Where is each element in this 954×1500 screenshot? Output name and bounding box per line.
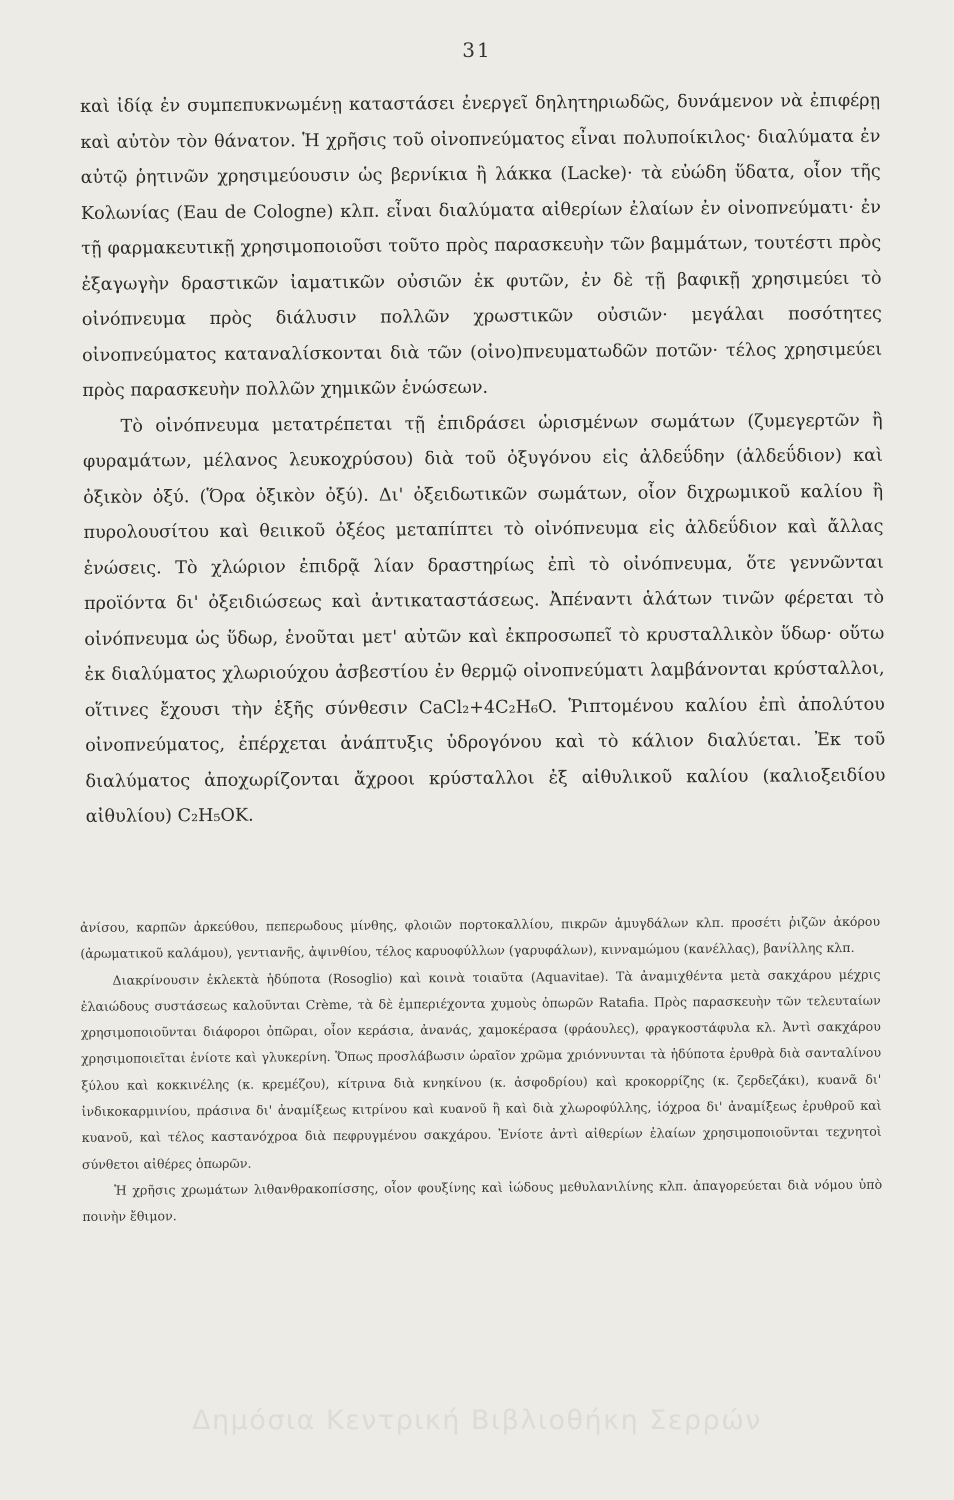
footnotes — [80, 909, 882, 1231]
main-text — [80, 84, 886, 836]
main-paragraph-2: Τὸ οἰνόπνευμα μετατρέπεται τῇ ἐπιδράσει ὡρισμένων σωμάτων (ζυμεγερτῶν ἢ φυραμάτων, μέλανος λευκοχρύσου) διὰ τοῦ ὀξυγόνου εἰς ἀλδεΰδην (ἀλδεΰδιον) καὶ ὀξικὸν ὀξύ. (Ὅρα ὀξικὸν ὀξύ). Δι' ὀξειδωτικῶν σωμάτων, οἷον διχρωμικοῦ καλίου ἢ πυρολουσίτου καὶ θειικοῦ ὀξέος μεταπίπτει τὸ οἰνόπνευμα εἰς ἀλδεΰδιον καὶ ἄλλας ἑνώσεις. Τὸ χλώριον ἐπιδρᾷ λίαν δραστηρίως ἐπὶ τὸ οἰνόπνευμα, ὅτε γεννῶνται προϊόντα δι' ὀξειδιώσεως καὶ ἀντικαταστάσεως. Ἀπέναντι ἁλάτων τινῶν φέρεται τὸ οἰνόπνευμα ὡς ὕδωρ, ἑνοῦται μετ' αὐτῶν καὶ ἐκπροσωπεῖ τὸ κρυσταλλικὸν ὕδωρ· οὕτω ἐκ διαλύματος χλωριούχου ἀσβεστίου ἐν θερμῷ οἰνοπνεύματι λαμβάνονται κρύσταλλοι, οἵτινες ἔχουσι τὴν ἑξῆς σύνθεσιν CaCl₂+4C₂H₆O. Ῥιπτομένου καλίου ἐπὶ ἀπολύτου οἰνοπνεύματος, ἐπέρχεται ἀνάπτυξις ὑδρογόνου καὶ τὸ κάλιον διαλύεται. Ἐκ τοῦ διαλύματος ἀποχωρίζονται ἄχροοι κρύσταλλοι ἐξ αἰθυλικοῦ καλίου (καλιοξειδίου αἰθυλίου) C₂H₅OK. — [82, 410, 886, 827]
footnote-paragraph-1: ἀνίσου, καρπῶν ἀρκεύθου, πεπερωδους μίνθης, φλοιῶν πορτοκαλλίου, πικρῶν ἀμυγδάλων κλπ. προσέτι ῥιζῶν ἀκόρου (ἀρωματικοῦ καλάμου), γεντιανῆς, ἀψινθίου, τέλος καρυοφύλλων (γαρυφάλων), κινναμώμου (κανέλλας), βανίλλης κλπ. — [80, 913, 881, 962]
page-number: 31 — [462, 38, 492, 62]
footnote-paragraph-2: Διακρίνουσιν ἐκλεκτὰ ἡδύποτα (Rosoglio) καὶ κοινὰ τοιαῦτα (Aquavitae). Τὰ ἀναμιχθέντα μετὰ σακχάρου μέχρις ἐλαιώδους συστάσεως καλοῦνται Crème, τὰ δὲ ἐμπεριέχοντα χυμοὺς ὀπωρῶν Ratafia. Πρὸς παρασκευὴν τῶν τελευταίων χρησιμοποιοῦνται διάφοροι ὀπῶραι, οἷον κεράσια, ἀνανάς, χαμοκέρασα (φράουλες), φραγκοστάφυλα κλ. Ἀντὶ σακχάρου χρησιμοποιεῖται ἐνίοτε καὶ γλυκερίνη. Ὅπως προσλάβωσιν ὡραῖον χρῶμα χριόννυνται τὰ ἡδύποτα ἐρυθρὰ διὰ σανταλίνου ξύλου καὶ κοκκινέλης (κ. κρεμέζου), κίτρινα διὰ κνηκίνου (κ. ἀσφοδρίου) καὶ κροκορρίζης (κ. ζερδεζάκι), κυανᾶ δι' ἰνδικοκαρμινίου, πράσινα δι' ἀναμίξεως κιτρίνου καὶ κυανοῦ ἢ καὶ διὰ χλωροφύλλης, ἰόχροα δι' ἀναμίξεως ἐρυθροῦ καὶ κυανοῦ, καὶ τέλος καστανόχροα διὰ πεφρυγμένου σακχάρου. Ἐνίοτε ἀντὶ αἰθερίων ἐλαίων χρησιμοποιοῦνται τεχνητοὶ σύνθετοι αἰθέρες ὀπωρῶν. — [80, 966, 882, 1172]
footnote-paragraph-3: Ἡ χρῆσις χρωμάτων λιθανθρακοπίσσης, οἷον φουξίνης καὶ ἰώδους μεθυλανιλίνης κλπ. ἀπαγορεύεται διὰ νόμου ὑπὸ ποινὴν ἔθιμον. — [82, 1176, 883, 1225]
main-paragraph-1: καὶ ἰδίᾳ ἐν συμπεπυκνωμένῃ καταστάσει ἐνεργεῖ δηλητηριωδῶς, δυνάμενον νὰ ἐπιφέρῃ καὶ αὐτὸν τὸν θάνατον. Ἡ χρῆσις τοῦ οἰνοπνεύματος εἶναι πολυποίκιλος· διαλύματα ἐν αὐτῷ ῥητινῶν χρησιμεύουσιν ὡς βερνίκια ἢ λάκκα (Lacke)· τὰ εὐώδη ὕδατα, οἷον τῆς Κολωνίας (Eau de Cologne) κλπ. εἶναι διαλύματα αἰθερίων ἐλαίων ἐν οἰνοπνεύματι· ἐν τῇ φαρμακευτικῇ χρησιμοποιοῦσι τοῦτο πρὸς παρασκευὴν τῶν βαμμάτων, τουτέστι πρὸς ἐξαγωγὴν δραστικῶν ἰαματικῶν οὐσιῶν ἐκ φυτῶν, ἐν δὲ τῇ βαφικῇ χρησιμεύει τὸ οἰνόπνευμα πρὸς διάλυσιν πολλῶν χρωστικῶν οὐσιῶν· μεγάλαι ποσότητες οἰνοπνεύματος καταναλίσκονται διὰ τῶν (οἰνο)πνευματωδῶν ποτῶν· τέλος χρησιμεύει πρὸς παρασκευὴν πολλῶν χημικῶν ἑνώσεων. — [80, 90, 883, 401]
library-watermark: Δημόσια Κεντρική Βιβλιοθήκη Σερρών — [192, 1405, 762, 1436]
